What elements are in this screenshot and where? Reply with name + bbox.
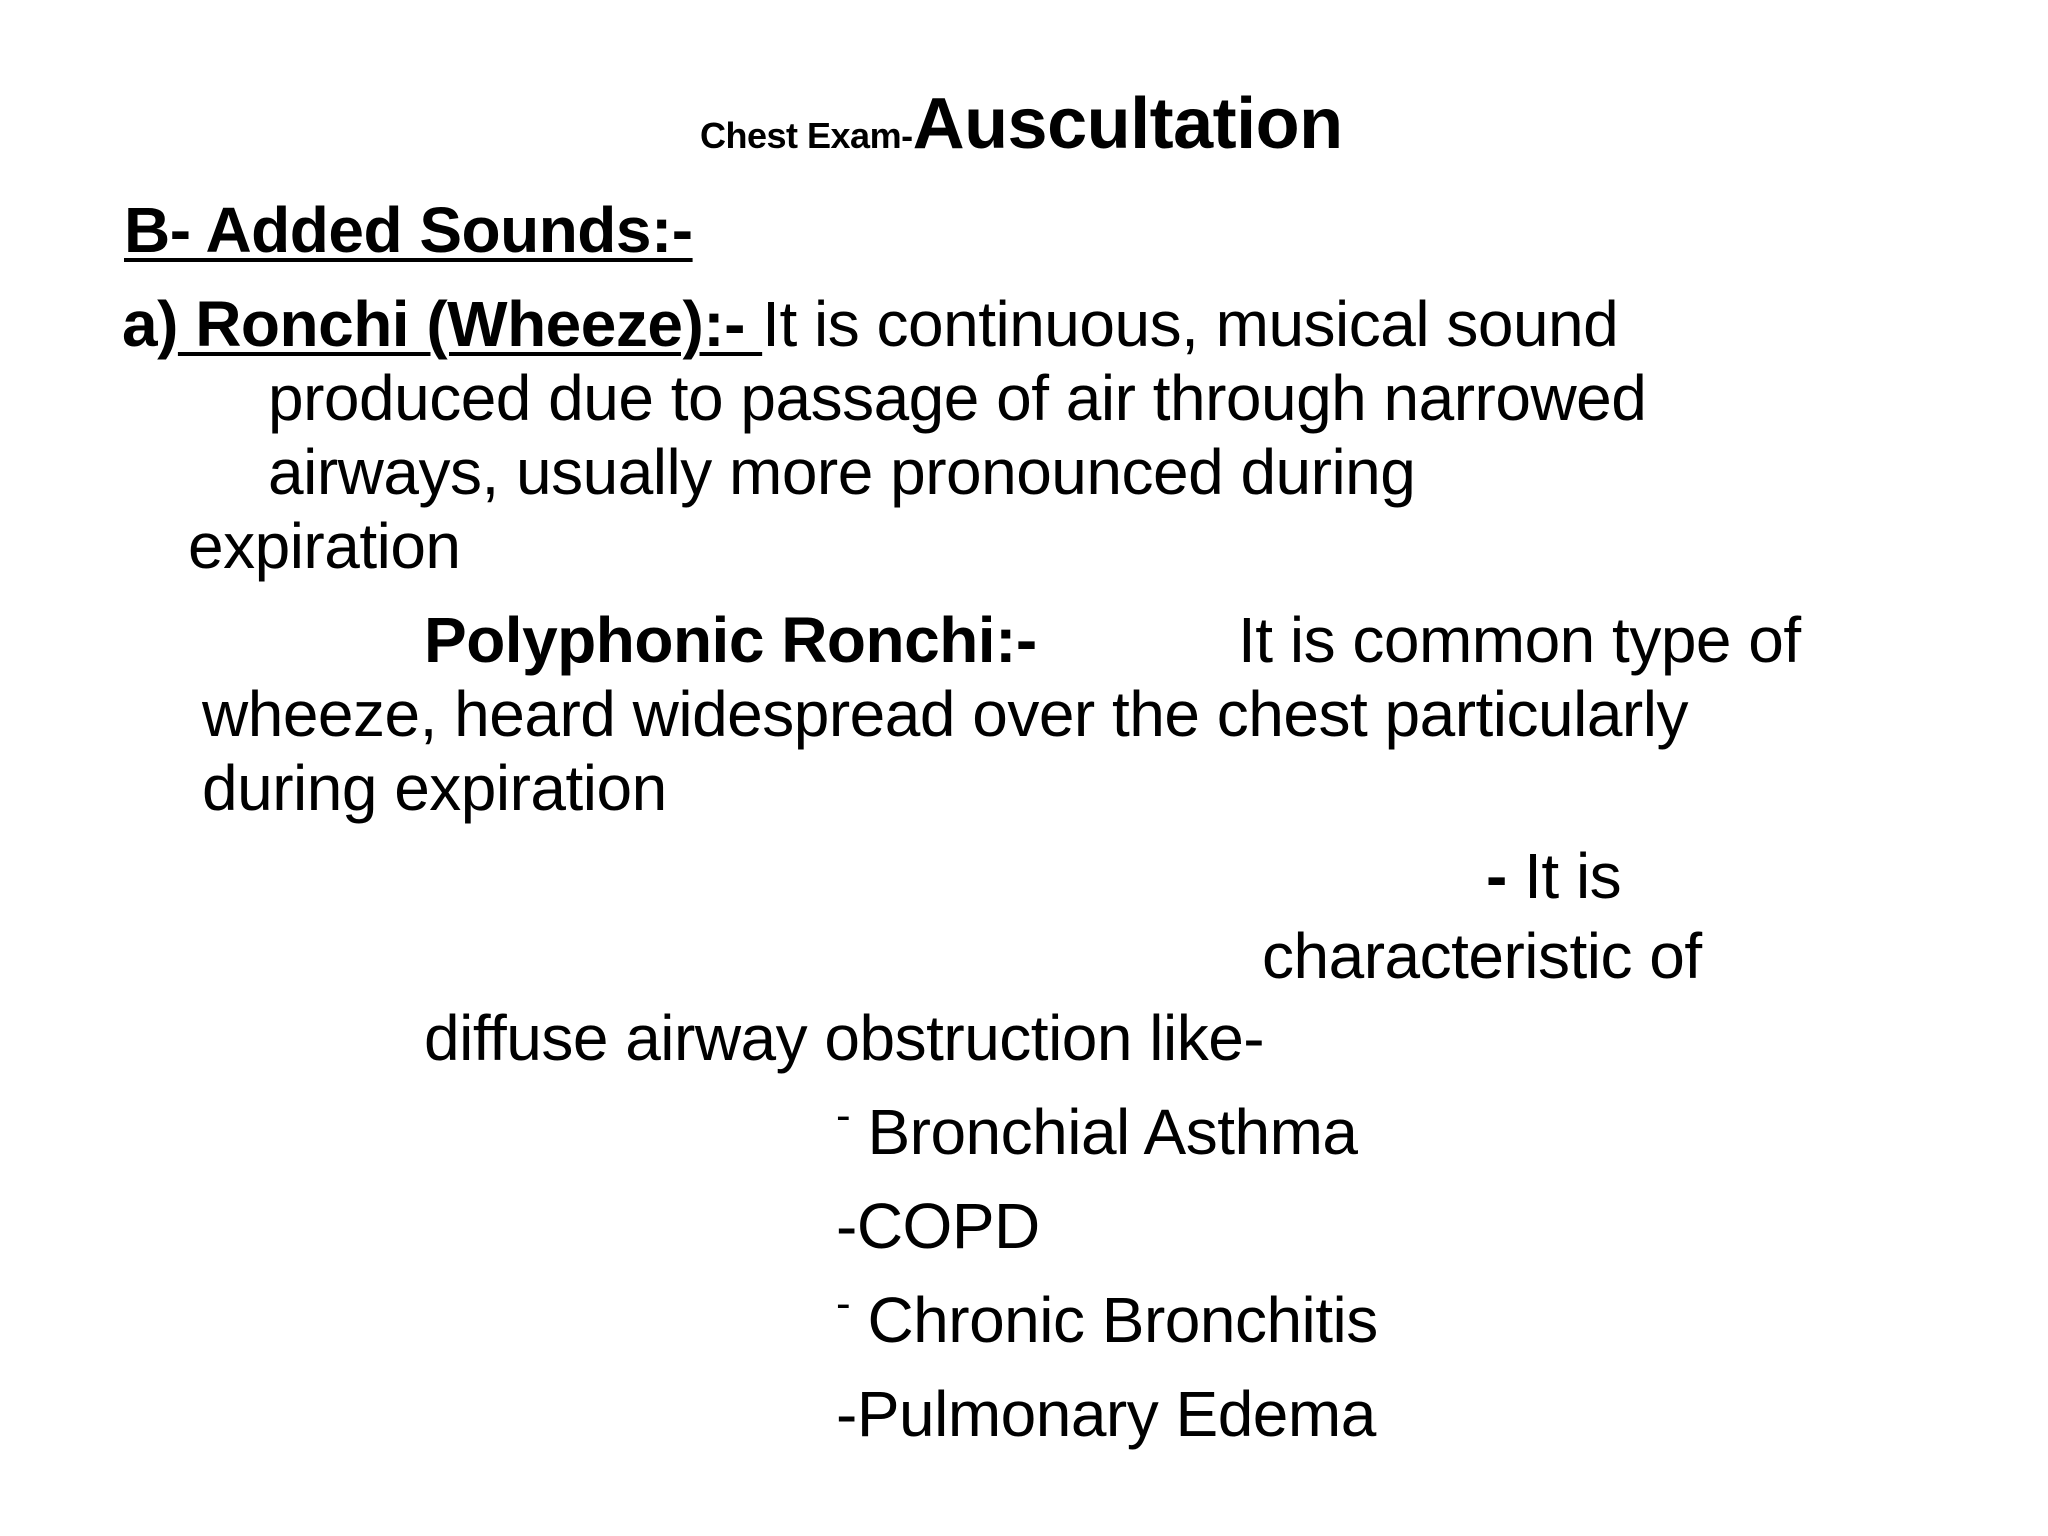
condition-item [836,1190,1040,1262]
item-a-line2: produced due to passage of air through narrowed [268,362,1647,434]
condition-label: -COPD [836,1190,1040,1262]
polyphonic-dash: - [1486,840,1507,912]
polyphonic-term: Polyphonic Ronchi:- [424,604,1037,676]
item-a-term: Ronchi (Wheeze):- [177,288,763,360]
condition-dash: - [836,1091,851,1140]
condition-item [836,1279,1378,1356]
polyphonic-line2: wheeze, heard widespread over the chest particularly [202,678,1688,750]
item-a-line1 [122,288,1619,360]
title-main: Auscultation [912,84,1343,164]
polyphonic-line1: It is common type of [1238,604,1801,676]
condition-dash: - [836,1279,851,1328]
polyphonic-line5: characteristic of [1262,920,1702,992]
slide-title [700,84,1343,164]
polyphonic-line4 [1486,840,1622,912]
polyphonic-line3: during expiration [202,752,667,824]
section-heading: B- Added Sounds:- [124,194,693,266]
condition-label: Chronic Bronchitis [850,1284,1378,1356]
polyphonic-text4: It is [1506,840,1622,912]
item-a-line3: airways, usually more pronounced during [268,436,1416,508]
item-a-marker: a) [122,288,178,360]
polyphonic-line6: diffuse airway obstruction like- [424,1002,1265,1074]
title-prefix: Chest Exam- [700,115,913,156]
condition-item [836,1378,1376,1450]
condition-label: -Pulmonary Edema [836,1378,1376,1450]
condition-label: Bronchial Asthma [850,1096,1358,1168]
condition-item [836,1091,1358,1168]
item-a-line4: expiration [188,510,461,582]
item-a-text1: It is continuous, musical sound [762,288,1619,360]
